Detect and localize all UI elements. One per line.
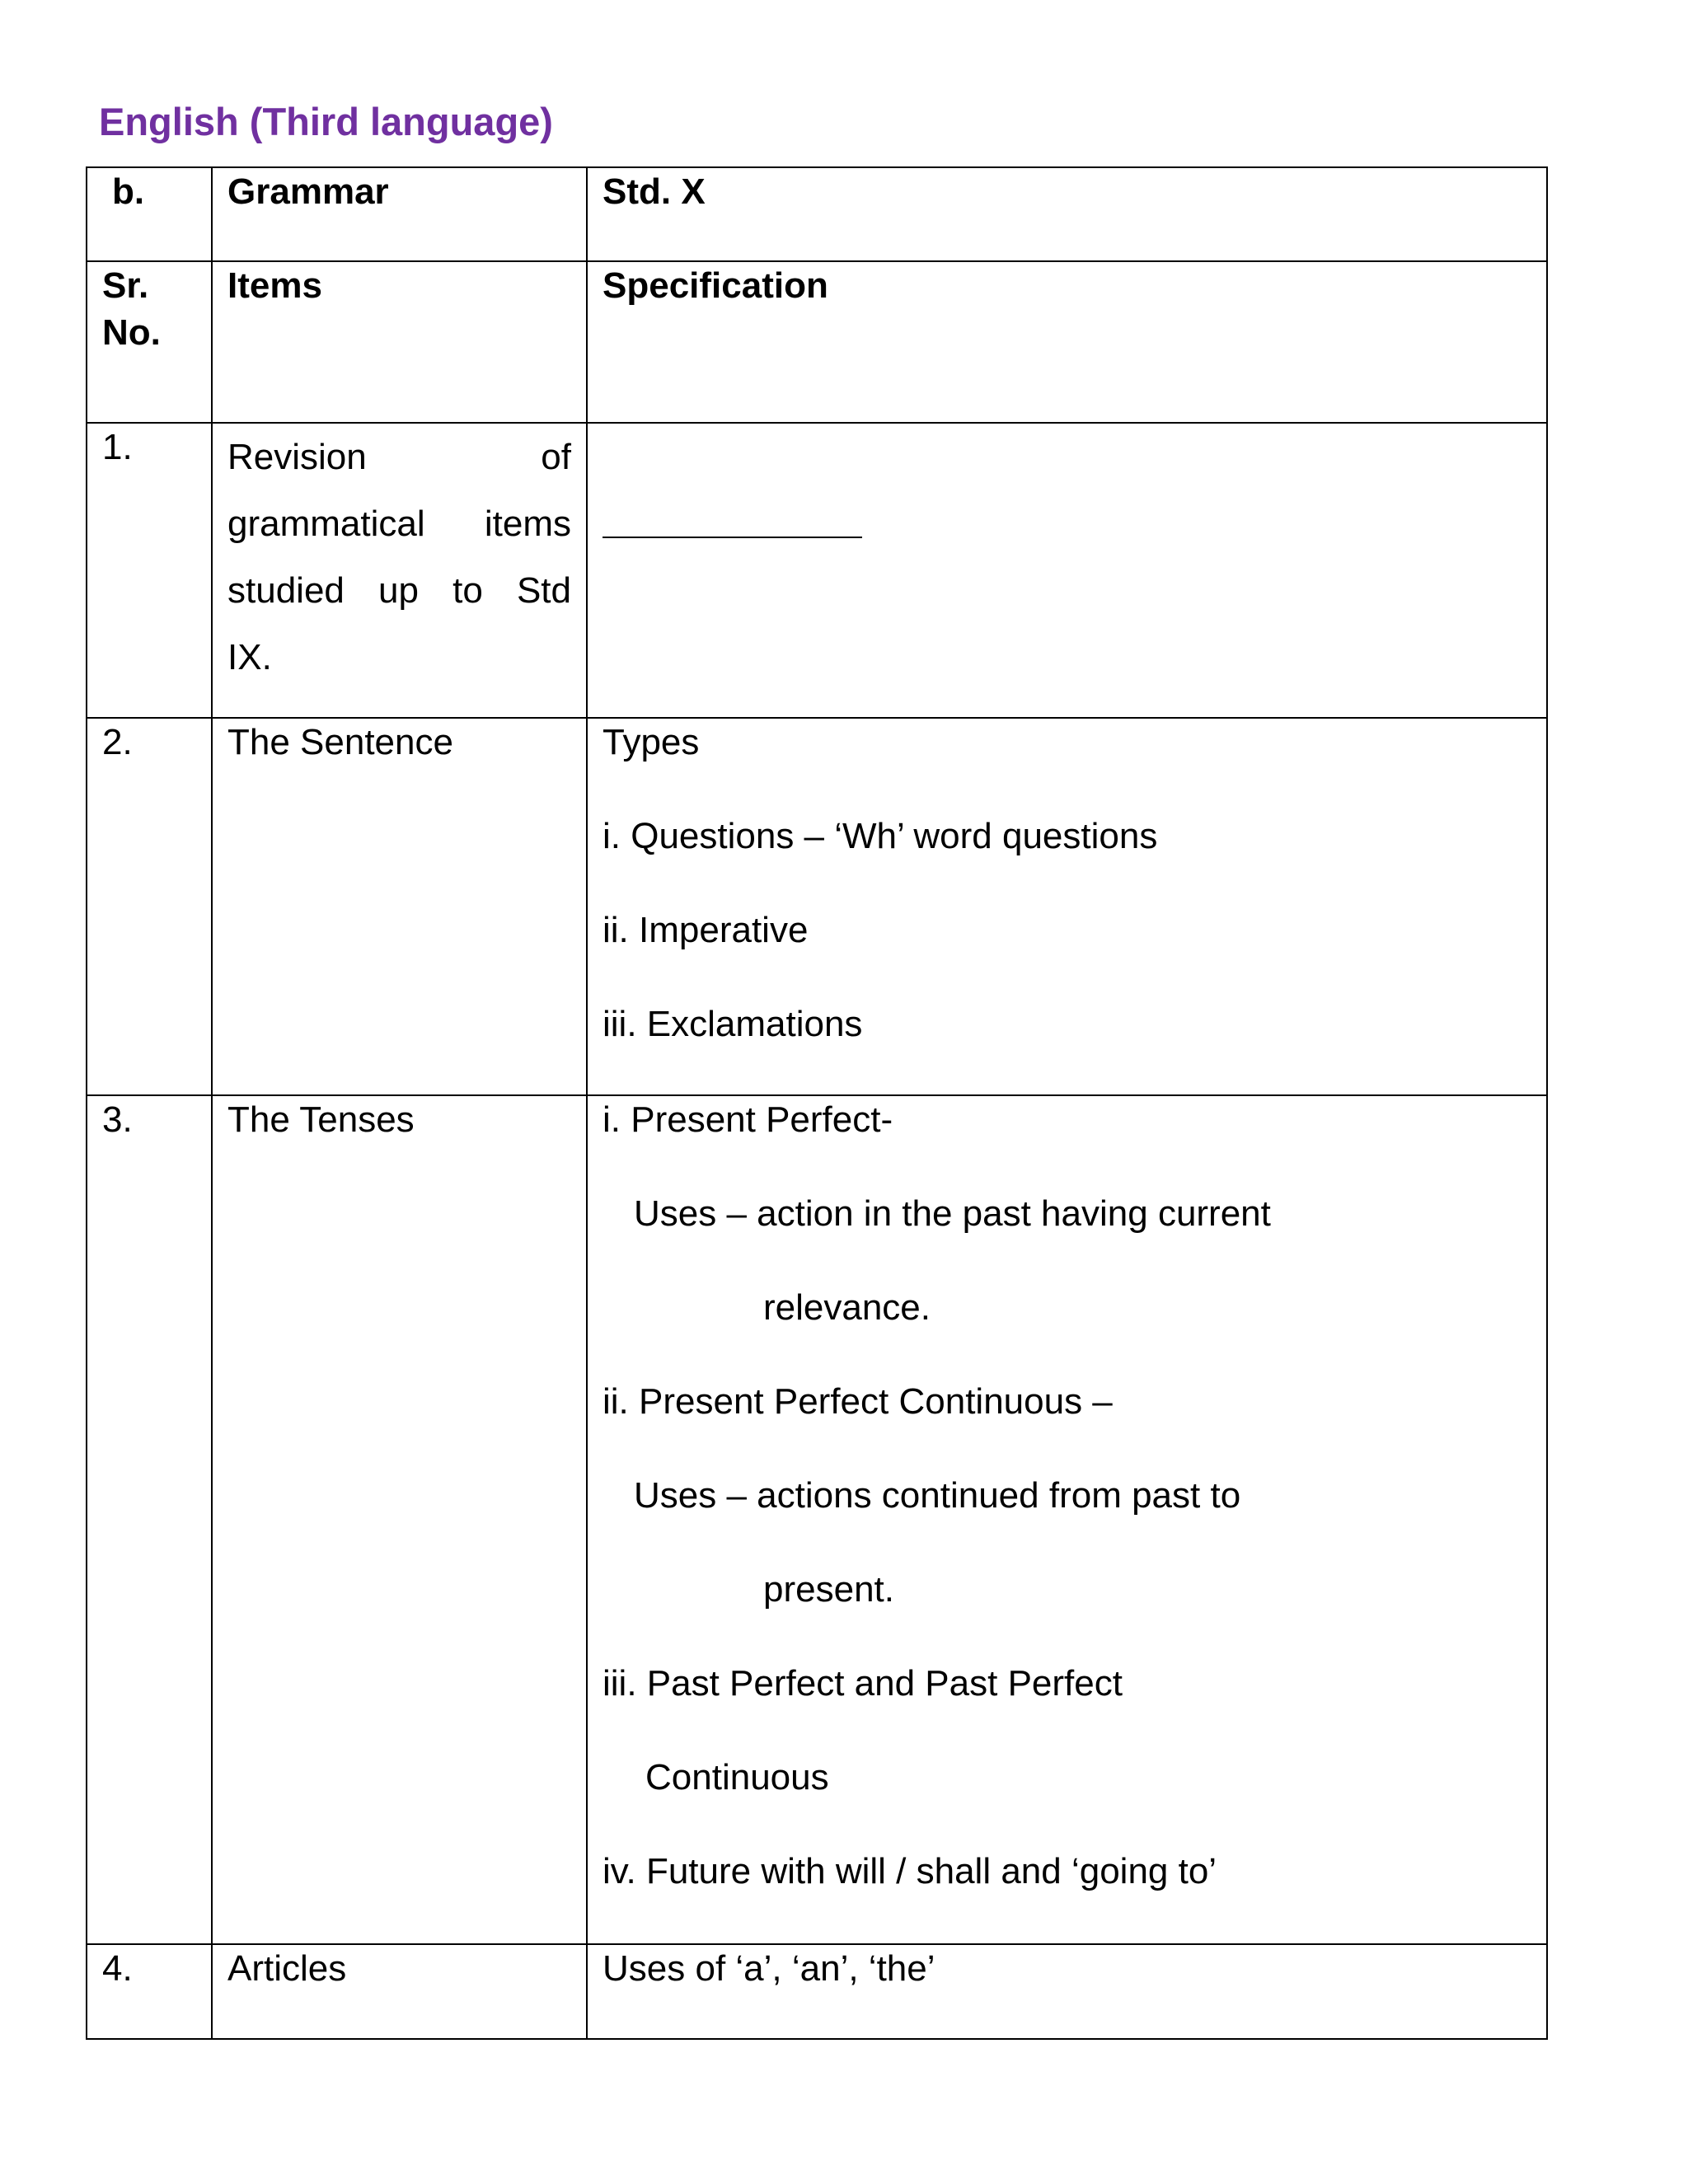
- spec-line: Continuous: [645, 1757, 829, 1797]
- spec-line: present.: [763, 1569, 894, 1610]
- row-specification: [587, 423, 1547, 718]
- table-row: [87, 423, 1547, 718]
- sr-no-header: [87, 261, 212, 423]
- row-number: 2.: [87, 718, 212, 1095]
- row-item: The Tenses: [212, 1095, 587, 1944]
- standard-cell: Std. X: [587, 167, 1547, 261]
- table-row: [87, 718, 1547, 1095]
- row-number: 3.: [87, 1095, 212, 1944]
- spec-line: ii. Imperative: [603, 910, 809, 950]
- spec-line: Uses – actions continued from past to: [634, 1475, 1241, 1516]
- row-item: [212, 423, 587, 718]
- grammar-table: [86, 166, 1548, 2040]
- row-specification: [587, 1944, 1547, 2039]
- table-header-row: [87, 167, 1547, 261]
- spec-line: iv. Future with will / shall and ‘going to’: [603, 1851, 1217, 1891]
- row-number: 1.: [87, 423, 212, 718]
- spec-line: relevance.: [763, 1287, 931, 1328]
- item-line: Revision of: [227, 437, 571, 477]
- table-row: [87, 1095, 1547, 1944]
- row-item: The Sentence: [212, 718, 587, 1095]
- row-item: Articles: [212, 1944, 587, 2039]
- item-line: IX.: [227, 637, 272, 677]
- section-cell: b.: [87, 167, 212, 261]
- page-title: English (Third language): [99, 100, 553, 143]
- table-row: [87, 1944, 1547, 2039]
- item-line: grammatical items: [227, 504, 571, 544]
- spec-line: ii. Present Perfect Continuous –: [603, 1381, 1113, 1422]
- spec-line: Types: [603, 722, 700, 762]
- item-line: studied up to Std: [227, 570, 571, 611]
- spec-line: Uses of ‘a’, ‘an’, ‘the’: [603, 1948, 935, 1989]
- sr-no-header-line2: No.: [102, 312, 161, 353]
- sr-no-header-line1: Sr.: [102, 265, 149, 306]
- specification-header: Specification: [587, 261, 1547, 423]
- column-header-row: [87, 261, 1547, 423]
- row-specification: [587, 718, 1547, 1095]
- row-specification: [587, 1095, 1547, 1944]
- items-header: Items: [212, 261, 587, 423]
- spec-line: i. Present Perfect-: [603, 1099, 893, 1140]
- spec-line: i. Questions – ‘Wh’ word questions: [603, 816, 1158, 856]
- blank-rule: [603, 537, 862, 538]
- subject-cell: Grammar: [212, 167, 587, 261]
- spec-line: iii. Past Perfect and Past Perfect: [603, 1663, 1123, 1704]
- spec-line: iii. Exclamations: [603, 1004, 863, 1044]
- row-number: 4.: [87, 1944, 212, 2039]
- spec-line: Uses – action in the past having current: [634, 1193, 1271, 1234]
